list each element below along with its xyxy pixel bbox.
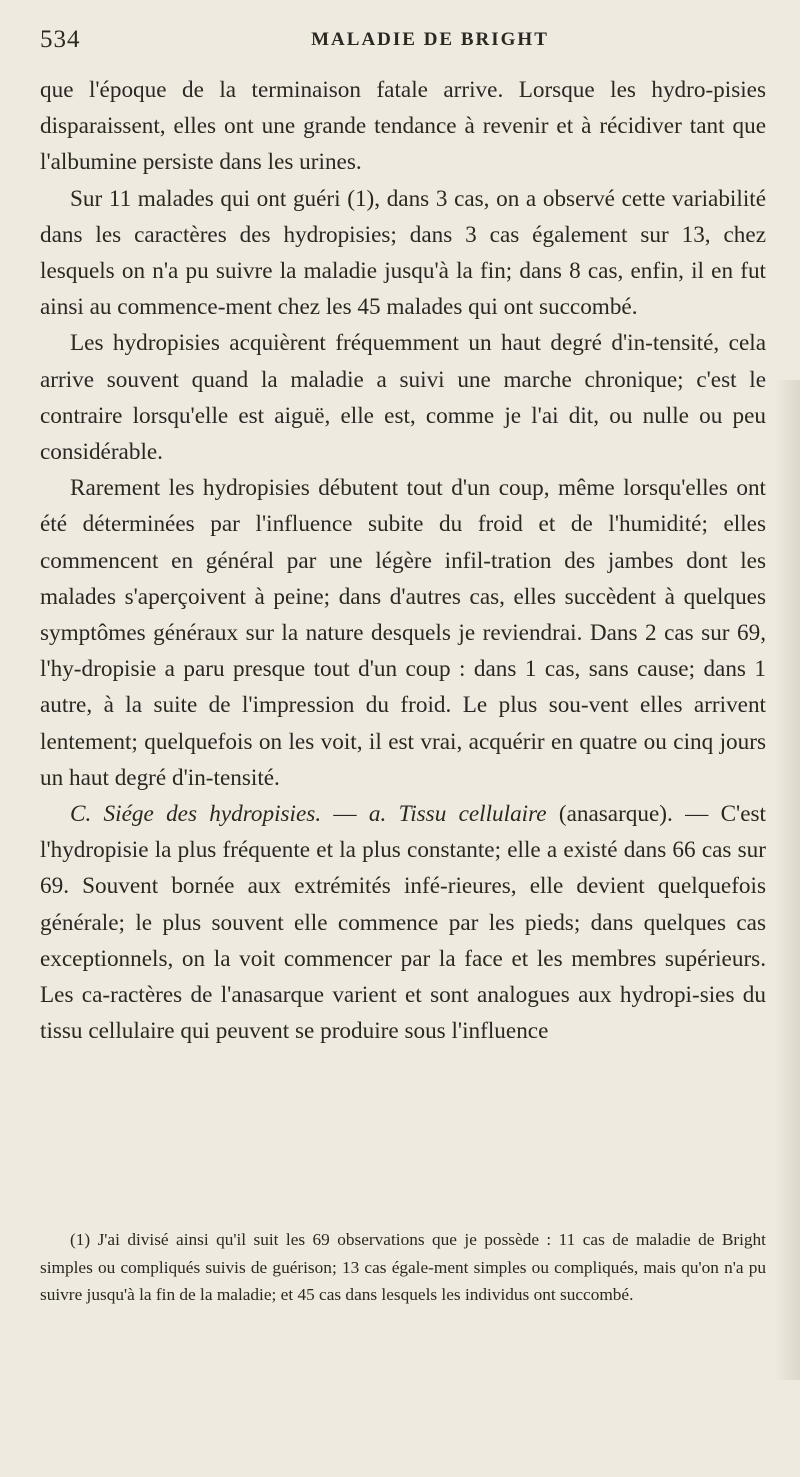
footnote: (1) J'ai divisé ainsi qu'il suit les 69 observations que je possède : 11 cas de maladie de Bright simples ou compliqués suivis de guérison; 13 cas égale-ment simples ou compliqués, mais qu'on n'a pu suivre jusqu'à la fin de la maladie; et 45 cas dans lesquels les individus ont succombé. (40, 1230, 766, 1305)
main-text (40, 72, 766, 1049)
paragraph: Rarement les hydropisies débutent tout d'un coup, même lorsqu'elles ont été déterminées par l'influence subite du froid et de l'humidité; elles commencent en général par une légère infil-tration des jambes dont les malades s'aperçoivent à peine; dans d'autres cas, elles succèdent à quelques symptômes généraux sur la nature desquels je reviendrai. Dans 2 cas sur 69, l'hy-dropisie a paru presque tout d'un coup : dans 1 cas, sans cause; dans 1 autre, à la suite de l'impression du froid. Le plus sou-vent elles arrivent lentement; quelquefois on les voit, il est vrai, acquérir en quatre ou cinq jours un haut degré d'in-tensité. (40, 475, 766, 791)
heading-dash: — (321, 801, 369, 828)
section-heading: C. Siége des hydropisies. (70, 801, 322, 828)
section-text: C'est l'hydropisie la plus fréquente et la plus constante; elle a existé dans 66 cas sur 69. Souvent bornée aux extrémités infé-rieures, elle devient quelquefois générale; le plus souvent elle commence par les pieds; dans quelques cas exceptionnels, on la voit commencer par la face et les membres supérieurs. Les ca-ractères de l'anasarque varient et sont analogues aux hydropi-sies du tissu cellulaire qui peuvent se produire sous l'influence (40, 801, 766, 1045)
subsection-suffix: (anasarque). — (546, 801, 721, 828)
paragraph: Les hydropisies acquièrent fréquemment un haut degré d'in-tensité, cela arrive souvent quand la maladie a suivi une marche chronique; c'est le contraire lorsqu'elle est aiguë, elle est, comme je l'ai dit, ou nulle ou peu considérable. (40, 330, 766, 466)
running-title: MALADIE DE BRIGHT (311, 29, 549, 50)
page-number: 534 (40, 26, 81, 53)
page-header (40, 26, 760, 60)
page-edge-shadow (774, 380, 800, 1380)
subsection-heading: a. Tissu cellulaire (368, 801, 547, 828)
paragraph: Sur 11 malades qui ont guéri (1), dans 3 cas, on a observé cette variabilité dans les caractères des hydropisies; dans 3 cas également sur 13, chez lesquels on n'a pu suivre la maladie jusqu'à la fin; dans 8 cas, enfin, il en fut ainsi au commence-ment chez les 45 malades qui ont succombé. (40, 185, 766, 321)
footnotes (40, 1226, 766, 1309)
section-paragraph (40, 796, 766, 1049)
paragraph: que l'époque de la terminaison fatale arrive. Lorsque les hydro-pisies disparaissent, elles ont une grande tendance à revenir et à récidiver tant que l'albumine persiste dans les urines. (40, 77, 766, 176)
